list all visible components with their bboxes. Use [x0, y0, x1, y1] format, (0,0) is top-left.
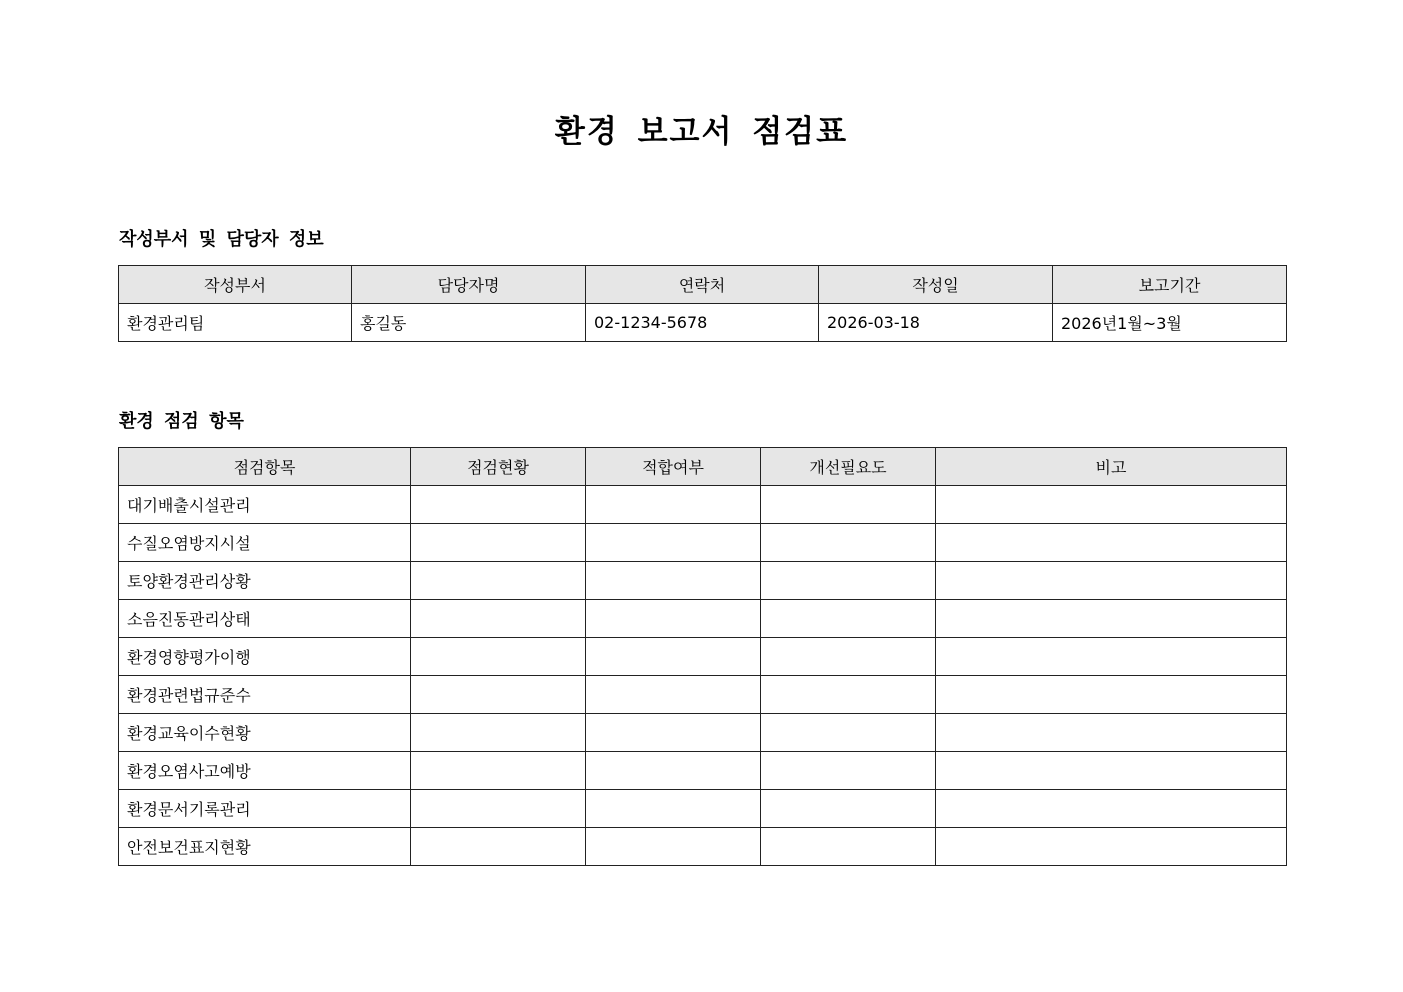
remarks-cell[interactable] [936, 790, 1287, 828]
improvement-need-cell[interactable] [761, 600, 936, 638]
check-status-cell[interactable] [411, 676, 586, 714]
compliance-cell[interactable] [586, 562, 761, 600]
check-item-label: 환경문서기록관리 [119, 790, 411, 828]
check-row [119, 600, 1287, 638]
compliance-cell[interactable] [586, 828, 761, 866]
check-row [119, 486, 1287, 524]
check-status-cell[interactable] [411, 486, 586, 524]
header-report-period: 보고기간 [1053, 266, 1287, 304]
check-item-label: 환경관련법규준수 [119, 676, 411, 714]
compliance-cell[interactable] [586, 790, 761, 828]
check-item-label: 환경오염사고예방 [119, 752, 411, 790]
improvement-need-cell[interactable] [761, 828, 936, 866]
check-item-label: 대기배출시설관리 [119, 486, 411, 524]
check-row [119, 562, 1287, 600]
check-row [119, 638, 1287, 676]
header-check-item: 점검항목 [119, 448, 411, 486]
header-check-status: 점검현황 [411, 448, 586, 486]
remarks-cell[interactable] [936, 600, 1287, 638]
check-item-label: 토양환경관리상황 [119, 562, 411, 600]
compliance-cell[interactable] [586, 752, 761, 790]
check-status-cell[interactable] [411, 524, 586, 562]
check-item-label: 소음진동관리상태 [119, 600, 411, 638]
header-contact: 연락처 [586, 266, 819, 304]
check-item-label: 수질오염방지시설 [119, 524, 411, 562]
check-row [119, 828, 1287, 866]
compliance-cell[interactable] [586, 600, 761, 638]
remarks-cell[interactable] [936, 676, 1287, 714]
check-header-row [119, 448, 1287, 486]
check-row [119, 752, 1287, 790]
compliance-cell[interactable] [586, 676, 761, 714]
info-data-row [119, 304, 1287, 342]
remarks-cell[interactable] [936, 828, 1287, 866]
header-improvement-need: 개선필요도 [761, 448, 936, 486]
header-manager-name: 담당자명 [352, 266, 586, 304]
remarks-cell[interactable] [936, 562, 1287, 600]
improvement-need-cell[interactable] [761, 486, 936, 524]
check-status-cell[interactable] [411, 562, 586, 600]
improvement-need-cell[interactable] [761, 524, 936, 562]
remarks-cell[interactable] [936, 486, 1287, 524]
check-status-cell[interactable] [411, 828, 586, 866]
check-status-cell[interactable] [411, 714, 586, 752]
header-department: 작성부서 [119, 266, 352, 304]
header-compliance: 적합여부 [586, 448, 761, 486]
check-row [119, 714, 1287, 752]
compliance-cell[interactable] [586, 638, 761, 676]
improvement-need-cell[interactable] [761, 638, 936, 676]
document-title: 환경 보고서 점검표 [554, 114, 849, 150]
compliance-cell[interactable] [586, 524, 761, 562]
remarks-cell[interactable] [936, 524, 1287, 562]
header-remarks: 비고 [936, 448, 1287, 486]
section-heading-check-items: 환경 점검 항목 [119, 411, 244, 432]
header-date-written: 작성일 [819, 266, 1053, 304]
check-item-label: 환경영향평가이행 [119, 638, 411, 676]
check-status-cell[interactable] [411, 752, 586, 790]
improvement-need-cell[interactable] [761, 562, 936, 600]
check-status-cell[interactable] [411, 790, 586, 828]
compliance-cell[interactable] [586, 486, 761, 524]
check-row [119, 524, 1287, 562]
contact-value: 02-1234-5678 [586, 304, 819, 342]
remarks-cell[interactable] [936, 752, 1287, 790]
improvement-need-cell[interactable] [761, 676, 936, 714]
check-row [119, 790, 1287, 828]
improvement-need-cell[interactable] [761, 714, 936, 752]
department-value: 환경관리팀 [119, 304, 352, 342]
check-item-label: 환경교육이수현황 [119, 714, 411, 752]
improvement-need-cell[interactable] [761, 790, 936, 828]
check-items-table [118, 447, 1287, 866]
manager-name-value: 홍길동 [352, 304, 586, 342]
remarks-cell[interactable] [936, 714, 1287, 752]
remarks-cell[interactable] [936, 638, 1287, 676]
section-heading-info: 작성부서 및 담당자 정보 [119, 229, 324, 250]
info-header-row [119, 266, 1287, 304]
check-status-cell[interactable] [411, 600, 586, 638]
date-written-value: 2026-03-18 [819, 304, 1053, 342]
compliance-cell[interactable] [586, 714, 761, 752]
check-item-label: 안전보건표지현황 [119, 828, 411, 866]
report-period-value: 2026년1월~3월 [1053, 304, 1287, 342]
improvement-need-cell[interactable] [761, 752, 936, 790]
info-table [118, 265, 1287, 342]
check-row [119, 676, 1287, 714]
check-status-cell[interactable] [411, 638, 586, 676]
